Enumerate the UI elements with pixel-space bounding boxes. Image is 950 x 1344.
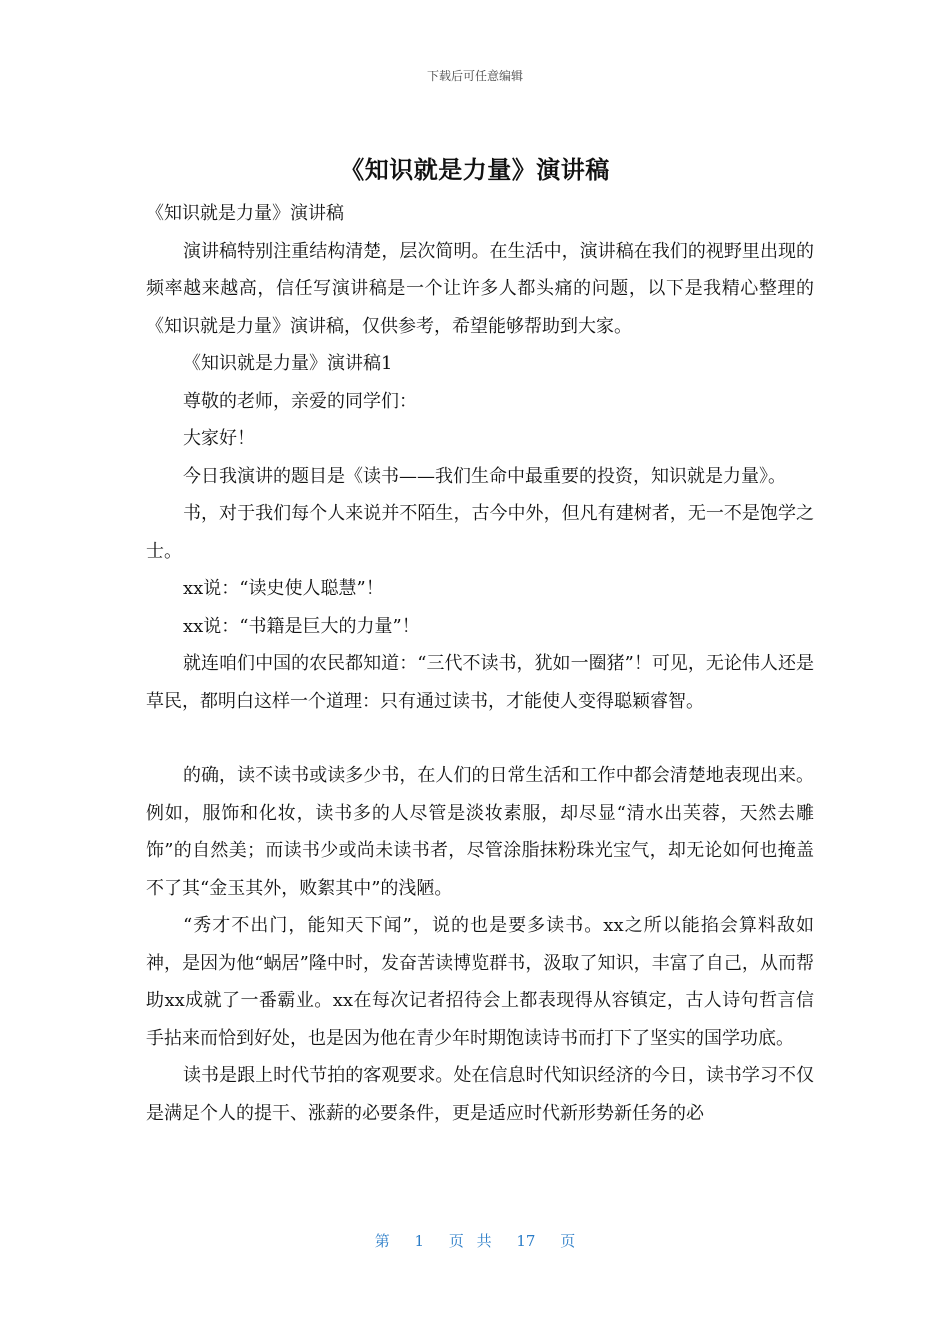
paragraph-salutation: 尊敬的老师，亲爱的同学们：: [183, 390, 417, 412]
paragraph-quote-1: xx说：“读史使人聪慧”！: [183, 578, 384, 599]
footer-page-number: 1: [414, 1232, 425, 1250]
paragraph-farmers: 就连咱们中国的农民都知道：“三代不读书，犹如一圈猪”！可见，无论伟人还是草民，都明白这样一个道理：只有通过读书，才能使人变得聪颖睿智。: [146, 653, 814, 712]
paragraph-section-heading: 《知识就是力量》演讲稿1: [183, 353, 393, 374]
paragraph-quote-2: xx说：“书籍是巨大的力量”！: [183, 615, 420, 637]
footer-page-end: 页: [560, 1232, 576, 1250]
paragraph-subtitle: 《知识就是力量》演讲稿: [146, 203, 344, 224]
paragraph-gap: [146, 720, 814, 757]
page-footer: [0, 1230, 950, 1251]
paragraph-topic: 今日我演讲的题目是《读书——我们生命中最重要的投资，知识就是力量》。: [183, 465, 786, 487]
document-body: [146, 195, 814, 1132]
paragraph-scholar: “秀才不出门，能知天下闻”，说的也是要多读书。xx之所以能掐会算料敌如神，是因为他“蜗居”隆中时，发奋苦读博览群书，汲取了知识，丰富了自己，从而帮助xx成就了一番霸业。xx在每次记者招待会上都表现得从容镇定，古人诗句哲言信手拈来而恰到好处，也是因为他在青少年时期饱读诗书而打下了坚实的国学功底。: [146, 915, 814, 1049]
document-title: 《知识就是力量》演讲稿: [340, 156, 610, 184]
paragraph-indeed: 的确，读不读书或读多少书，在人们的日常生活和工作中都会清楚地表现出来。例如，服饰和化妆，读书多的人尽管是淡妆素服，却尽显“清水出芙蓉，天然去雕饰”的自然美；而读书少或尚未读书者，尽管涂脂抹粉珠光宝气，却无论如何也掩盖不了其“金玉其外，败絮其中”的浅陋。: [146, 765, 814, 899]
paragraph-books: 书，对于我们每个人来说并不陌生，古今中外，但凡有建树者，无一不是饱学之士。: [146, 503, 814, 562]
footer-page-mid: 页 共: [448, 1232, 492, 1250]
paragraph-greeting: 大家好！: [183, 428, 255, 449]
header-note: 下载后可任意编辑: [426, 69, 523, 83]
footer-page-label: 第: [374, 1232, 390, 1250]
footer-page-total: 17: [516, 1232, 536, 1250]
paragraph-intro: 演讲稿特别注重结构清楚，层次简明。在生活中，演讲稿在我们的视野里出现的频率越来越高，信任写演讲稿是一个让许多人都头痛的问题，以下是我精心整理的《知识就是力量》演讲稿，仅供参考，希望能够帮助到大家。: [146, 240, 814, 337]
paragraph-times: 读书是跟上时代节拍的客观要求。处在信息时代知识经济的今日，读书学习不仅是满足个人的提干、涨薪的必要条件，更是适应时代新形势新任务的必: [146, 1065, 814, 1124]
